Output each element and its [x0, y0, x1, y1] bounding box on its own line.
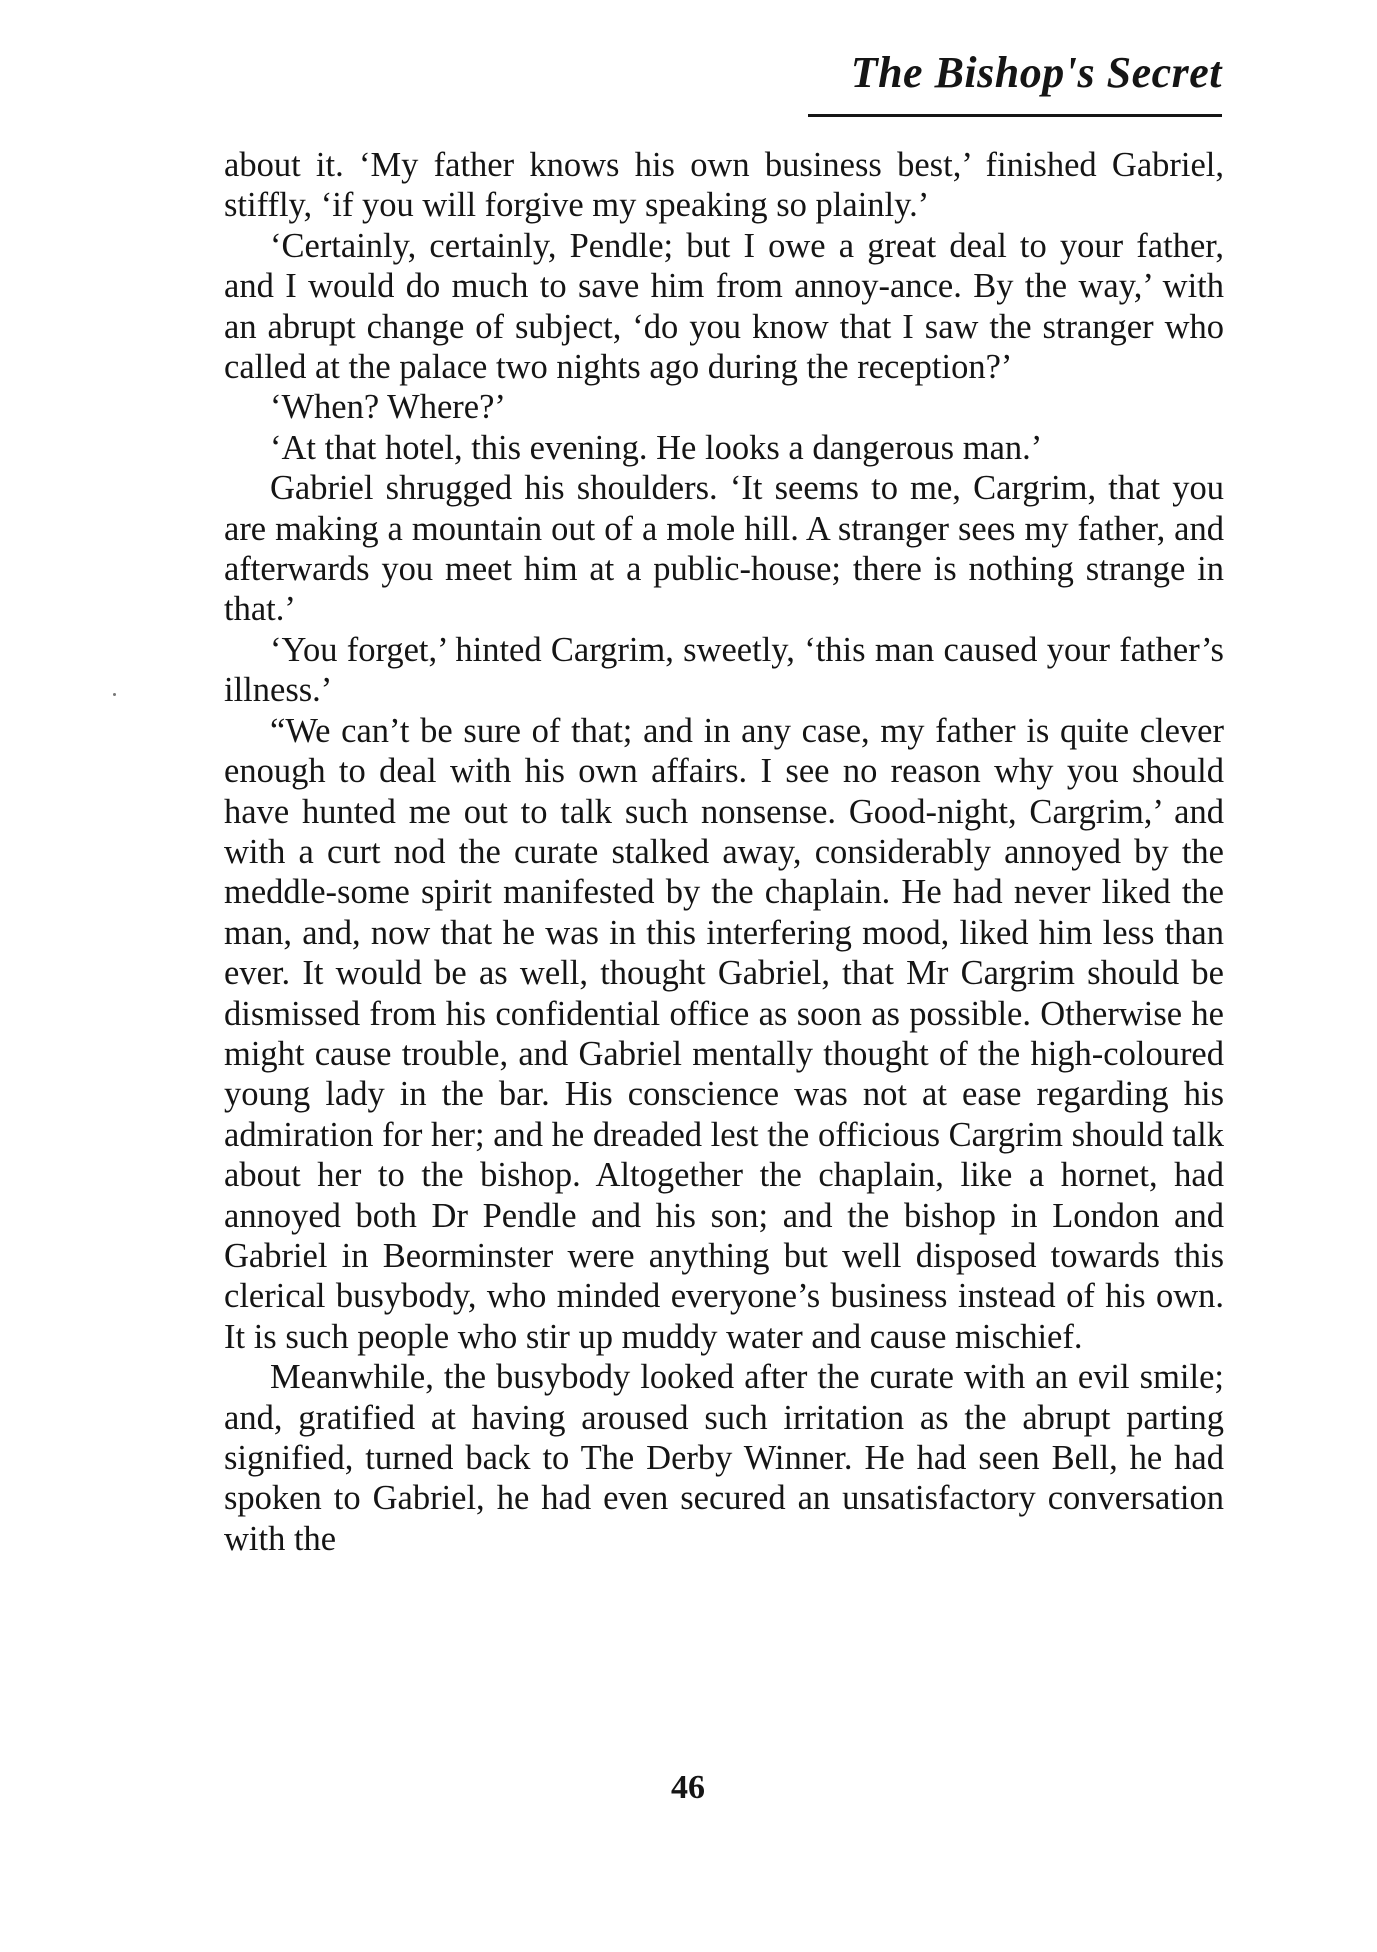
running-head-title: The Bishop's Secret — [850, 48, 1222, 97]
paragraph: ‘Certainly, certainly, Pendle; but I owe a great deal to your father, and I would do much to save him from annoy-ance. By the way,’ with an abrupt change of subject, ‘do you know that I saw the stranger who called at the palace two nights ago during the reception?’ — [224, 226, 1224, 387]
paragraph: ‘At that hotel, this evening. He looks a dangerous man.’ — [270, 428, 1043, 467]
paragraph: Gabriel shrugged his shoulders. ‘It seems to me, Cargrim, that you are making a mountain out of a mole hill. A stranger sees my father, and afterwards you meet him at a public-house; there is nothing strange in that.’ — [224, 469, 1224, 629]
paragraph: Meanwhile, the busybody looked after the curate with an evil smile; and, gratified at having aroused such irritation as the abrupt parting signified, turned back to The Derby Winner. He had seen Bell, he had spoken to Gabriel, he had even secured an unsatisfactory conversation with the — [224, 1358, 1224, 1558]
header-rule — [808, 114, 1222, 117]
print-speck — [113, 693, 116, 696]
paragraph: “We can’t be sure of that; and in any case, my father is quite clever enough to deal with his own affairs. I see no reason why you should have hunted me out to talk such nonsense. Good-night, Cargrim,’ and with a curt nod the curate stalked away, considerably annoyed by the meddle-some spirit manifested by the chaplain. He had never liked the man, and, now that he was in this interfering mood, liked him less than ever. It would be as well, thought Gabriel, that Mr Cargrim should be dismissed from his confidential office as soon as possible. Otherwise he might cause trouble, and Gabriel mentally thought of the high-coloured young lady in the bar. His conscience was not at ease regarding his admiration for her; and he dreaded lest the officious Cargrim should talk about her to the bishop. Altogether the chaplain, like a hornet, had annoyed both Dr Pendle and his son; and the bishop in London and Gabriel in Beorminster were anything but well disposed towards this clerical busybody, who minded everyone’s business instead of his own. It is such people who stir up muddy water and cause mischief. — [224, 711, 1224, 1356]
paragraph: ‘You forget,’ hinted Cargrim, sweetly, ‘this man caused your father’s illness.’ — [224, 630, 1224, 710]
body-text — [224, 145, 1224, 1559]
paragraph: ‘When? Where?’ — [270, 388, 506, 427]
paragraph-continued: about it. ‘My father knows his own business best,’ finished Gabriel, stiffly, ‘if you will forgive my speaking so plainly.’ — [224, 146, 1224, 225]
page-number: 46 — [671, 1769, 705, 1806]
